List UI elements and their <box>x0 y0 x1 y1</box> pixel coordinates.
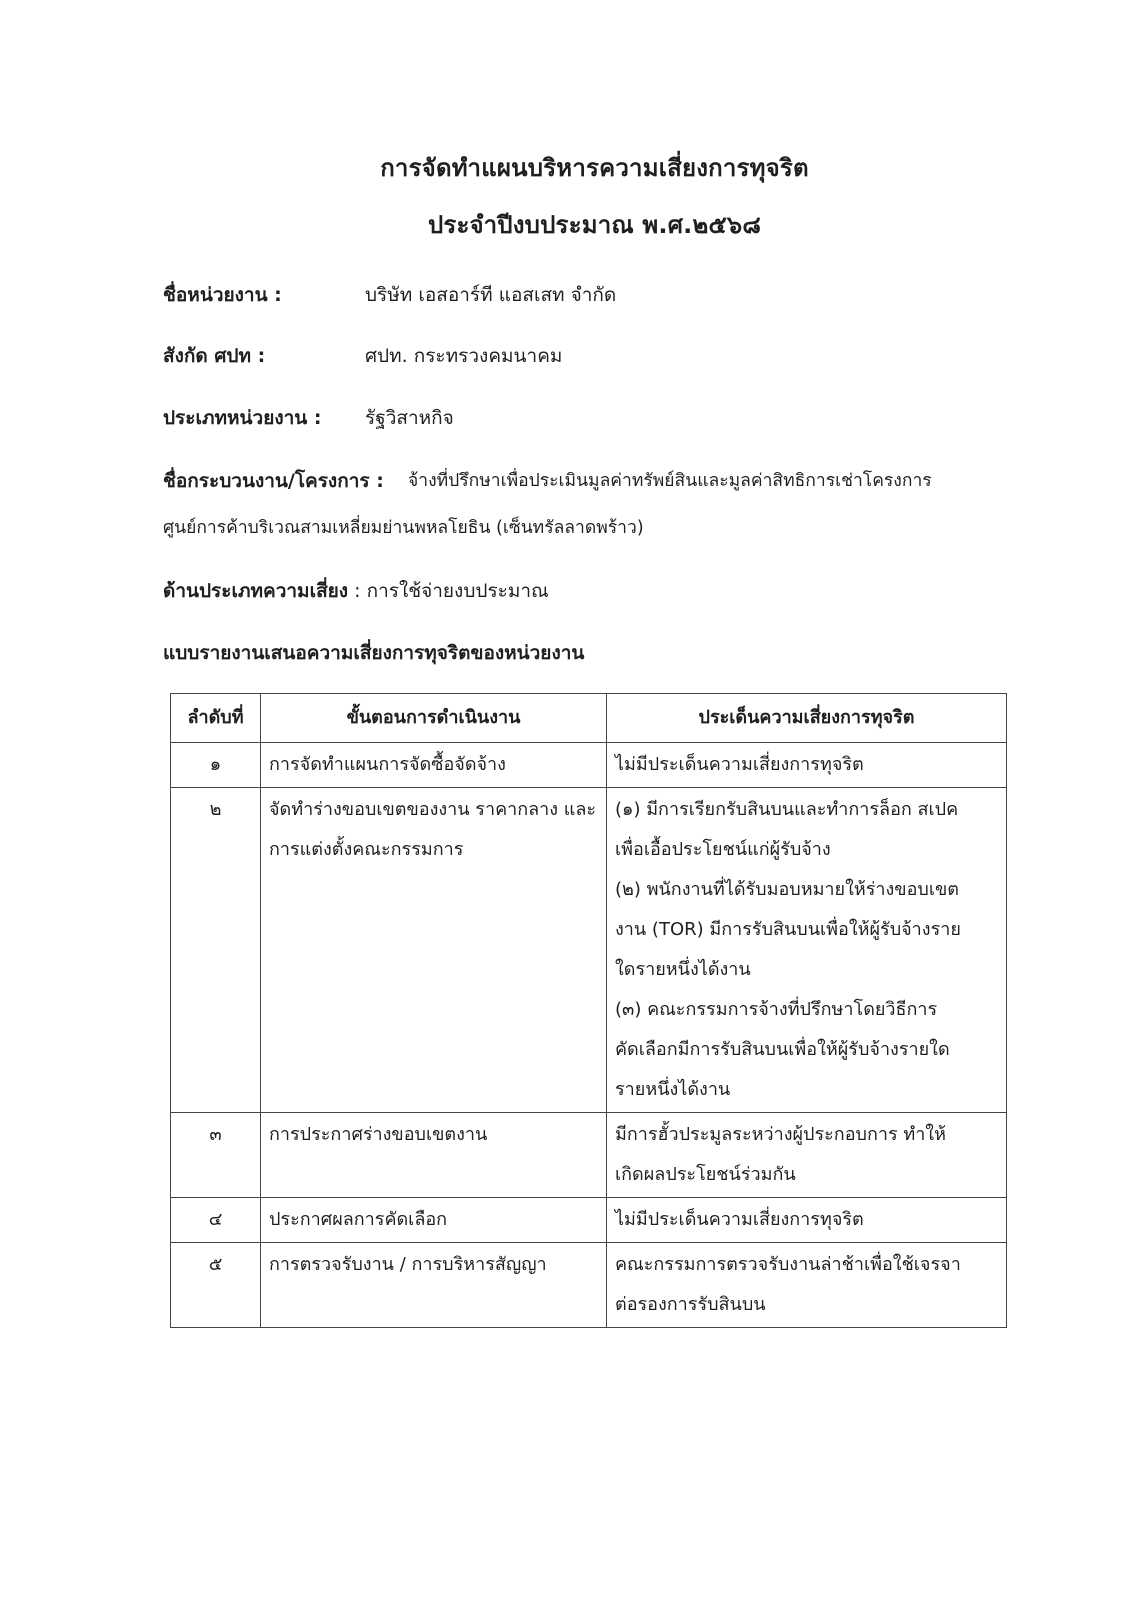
step-line: ประกาศผลการคัดเลือก <box>269 1209 448 1230</box>
row-risk <box>607 1198 1007 1243</box>
row-risk <box>607 788 1007 1113</box>
row-number: ๒ <box>171 788 261 1113</box>
risk-line: คัดเลือกมีการรับสินบนเพื่อให้ผู้รับจ้างรายใด <box>615 1039 950 1060</box>
risk-line: ไม่มีประเด็นความเสี่ยงการทุจริต <box>615 1209 864 1230</box>
row-step <box>261 1198 607 1243</box>
risk-line: เพื่อเอื้อประโยชน์แก่ผู้รับจ้าง <box>615 839 831 860</box>
agency-value: บริษัท เอสอาร์ที แอสเสท จำกัด <box>365 284 617 306</box>
table-row <box>171 788 1007 1113</box>
document-subtitle: ประจำปีงบประมาณ พ.ศ.๒๕๖๘ <box>427 211 762 239</box>
report-heading: แบบรายงานเสนอความเสี่ยงการทุจริตของหน่วยงาน <box>163 642 585 664</box>
risk-line: ต่อรองการรับสินบน <box>615 1294 766 1315</box>
agency-type-value: รัฐวิสาหกิจ <box>365 407 454 429</box>
row-step <box>261 1113 607 1198</box>
document-title: การจัดทำแผนบริหารความเสี่ยงการทุจริต <box>380 154 809 182</box>
risk-line: งาน (TOR) มีการรับสินบนเพื่อให้ผู้รับจ้างราย <box>615 919 961 940</box>
affiliation-value: ศปท. กระทรวงคมนาคม <box>365 345 563 367</box>
row-risk <box>607 743 1007 788</box>
agency-label: ชื่อหน่วยงาน : <box>163 284 282 306</box>
header-risk: ประเด็นความเสี่ยงการทุจริต <box>607 694 1007 743</box>
risk-line: (๓) คณะกรรมการจ้างที่ปรึกษาโดยวิธีการ <box>615 999 938 1020</box>
row-risk <box>607 1113 1007 1198</box>
table-row <box>171 1243 1007 1328</box>
table-header-row <box>171 694 1007 743</box>
row-step <box>261 788 607 1113</box>
risk-line: มีการฮั้วประมูลระหว่างผู้ประกอบการ ทำให้ <box>615 1124 946 1145</box>
step-line: การประกาศร่างขอบเขตงาน <box>269 1124 488 1145</box>
header-no: ลำดับที่ <box>171 694 261 743</box>
risk-line: (๑) มีการเรียกรับสินบนและทำการล็อก สเปค <box>615 799 959 820</box>
process-value-line2: ศูนย์การค้าบริเวณสามเหลี่ยมย่านพหลโยธิน (เซ็นทรัลลาดพร้าว) <box>163 518 644 538</box>
header-step: ขั้นตอนการดำเนินงาน <box>261 694 607 743</box>
risk-line: ไม่มีประเด็นความเสี่ยงการทุจริต <box>615 754 864 775</box>
row-risk <box>607 1243 1007 1328</box>
risk-area-line <box>163 576 549 606</box>
table-row <box>171 743 1007 788</box>
row-step <box>261 743 607 788</box>
risk-table <box>170 693 1007 1328</box>
step-line: การแต่งตั้งคณะกรรมการ <box>269 839 464 860</box>
risk-area-value: : การใช้จ่ายงบประมาณ <box>348 580 549 602</box>
risk-area-label: ด้านประเภทความเสี่ยง <box>163 580 349 602</box>
risk-line: ใดรายหนึ่งได้งาน <box>615 959 751 980</box>
row-number: ๑ <box>171 743 261 788</box>
process-label: ชื่อกระบวนงาน/โครงการ : <box>163 470 384 492</box>
risk-line: (๒) พนักงานที่ได้รับมอบหมายให้ร่างขอบเขต <box>615 879 959 900</box>
table-row <box>171 1113 1007 1198</box>
row-number: ๔ <box>171 1198 261 1243</box>
affiliation-label: สังกัด ศปท : <box>163 345 266 367</box>
risk-line: คณะกรรมการตรวจรับงานล่าช้าเพื่อใช้เจรจา <box>615 1254 961 1275</box>
step-line: จัดทำร่างขอบเขตของงาน ราคากลาง และ <box>269 799 597 820</box>
step-line: การจัดทำแผนการจัดซื้อจัดจ้าง <box>269 754 506 775</box>
row-number: ๕ <box>171 1243 261 1328</box>
row-number: ๓ <box>171 1113 261 1198</box>
row-step <box>261 1243 607 1328</box>
process-value-line1: จ้างที่ปรึกษาเพื่อประเมินมูลค่าทรัพย์สินและมูลค่าสิทธิการเช่าโครงการ <box>408 471 932 491</box>
table-row <box>171 1198 1007 1243</box>
risk-line: รายหนึ่งได้งาน <box>615 1079 731 1100</box>
risk-line: เกิดผลประโยชน์ร่วมกัน <box>615 1164 796 1185</box>
agency-type-label: ประเภทหน่วยงาน : <box>163 407 322 429</box>
step-line: การตรวจรับงาน / การบริหารสัญญา <box>269 1254 547 1275</box>
